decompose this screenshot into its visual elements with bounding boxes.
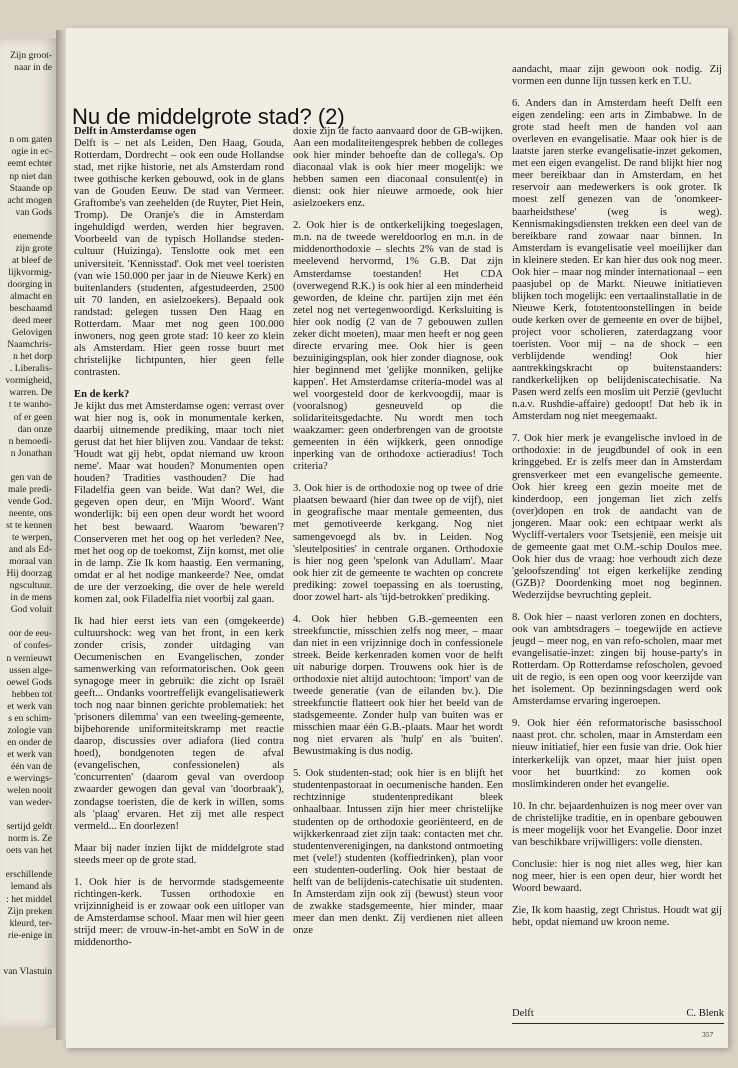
facing-page-line: n het dorp bbox=[13, 351, 52, 363]
facing-page-line: van Gods bbox=[15, 206, 52, 218]
article-title: Nu de middelgrote stad? (2) bbox=[72, 104, 345, 129]
facing-page-line: and als Ed- bbox=[8, 544, 52, 556]
facing-page-line: naar in de bbox=[14, 62, 52, 74]
facing-page-line: et werk van bbox=[7, 700, 52, 712]
paragraph: Zie, Ik kom haastig, zegt Christus. Houdt wat gij hebt, opdat niemand uw kroon neme. bbox=[512, 905, 722, 929]
facing-page-line: of er geen bbox=[13, 411, 52, 423]
facing-page-line: deed meer bbox=[12, 315, 52, 327]
facing-page-line: np niet dan bbox=[9, 170, 52, 182]
facing-page-line: eemt echter bbox=[7, 158, 52, 170]
facing-page-line: dan onze bbox=[17, 423, 52, 435]
paragraph: Delft is – net als Leiden, Den Haag, Gouda, Rotterdam, Dordrecht – ook een oude Hollandse stad, met rijke historie, net als Amsterdam rond twee gothische kerken gebouwd, ook in de glans van de Gouden Eeuw. De stad van Vermeer. Graftombe's van zeehelden (de Ruyter, Piet Hein, Tromp). De Oranje's die in Amsterdam ingehuldigd werden, werden hier begraven. Voorbeeld van de typisch Hollandse steden-cultuur (Huizinga). Tenslotte ook met een universiteit. 'Kennisstad'. Ook met veel toeristen (van wie 150.000 per jaar in de Nieuwe Kerk) en buitenlanders (studenten, afgestudeerden, 2500 uit 70 landen, en asielzoekers). Bepaald ook randstad: gelegen tussen Den Haag en Rotterdam. Maar met nog geen 100.000 inwoners, nog geen grote stad: 10 keer zo klein als Amsterdam. Hier geen rosse buurt met christelijke lichtpunten, hier geen felle contrasten. bbox=[74, 138, 284, 378]
facing-page-line: rie-enige in bbox=[8, 929, 52, 941]
paragraph: 6. Anders dan in Amsterdam heeft Delft een eigen zendeling: een arts in Zimbabwe. In de grote stad heeft men de handen vol aan overleven en evangelisatie. Maar ook hier is de laatste jaren sterke evangelisatie-inzet gekomen, met een eigen evangelist. De rand blijkt hier nog meer bereikbaar dan in Amsterdam, en het reservoir aan medewerkers is ook groter. Ik moest zelf genezen van de 'onomkeer-baarheidsthese' (weg is weg). Kennismakingsdiensten trekken een deel van de bereikbare rand zowaar naar binnen. In Amsterdam is evangelisatie veel moeilijker dan in kleinere steden. Er kan hier dus ook nog meer. Ook hier – maar nog minder internationaal – een paasjubel op de Markt. Nieuwe initiatieven blijken toch mogelijk: een vertaalinstallatie in de Nieuwe Kerk, fototentoonstellingen in beide oude kerken over de gemeente en over de bijbel, project voor scholieren, zaterdagzang voor toeristen. Voor mij – na de shock – een verblijdende wending! Ook hier aantrekkingskracht op buitenstaanders: randkerkelijken op belijdeniscatechisatie. Na Pasen werd zelfs een moslim uit Perzië (gevlucht n.a.v. Rushdie-affaire) gedoopt! Dat heb ik in Amsterdam nog niet meegemaakt. bbox=[512, 98, 722, 423]
facing-page-line: beschaamd bbox=[9, 303, 52, 315]
facing-page-line: st te kennen bbox=[6, 519, 52, 531]
facing-page-line: et werk van bbox=[7, 748, 52, 760]
facing-page-line: in de mens bbox=[10, 592, 52, 604]
facing-page-line: male predi- bbox=[8, 483, 52, 495]
facing-page-line: Naamchris- bbox=[7, 339, 52, 351]
facing-page-line: kleurd, ter- bbox=[9, 917, 52, 929]
facing-page-line: ngscultuur. bbox=[9, 580, 52, 592]
paragraph: Ik had hier eerst iets van een (omgekeerde) cultuurshock: weg van het front, in een kerk zonder crisis, zonder uitdaging van Oecumenischen en Evangelischen, zonder samenwerking van reformatorischen. Ook geen synagoge meer in gebruik: die zicht op Israël geeft... Ondanks voortreffelijk evangelisatiewerk toch nog naar binnen gerichte problematiek: het 'prisoners dilemma' van een tweeling-gemeente, bijbehorende uniformiteitskramp met reactie daarop, discussies over adiafora (lied contra hoed), bondgenoten tegen de afval (evangelischen, confessionelen) als 'concurrenten' (daarom geval van overdoop zwaarder gewogen dan geval van 'doorbraak'), zondagse toeristen, die de kerk in willen, soms als 'plaag' ervaren. Het zij met alle respect vermeld... En doorlezen! bbox=[74, 615, 284, 832]
paragraph: 8. Ook hier – naast verloren zonen en dochters, ook van ambtsdragers – toegewijde en actieve jeugd – meer nog, en van refo-scholen, maar met evangelisatie-inzet: zingen bij house-party's in Rotterdam. Op Rotterdamse refoscholen, gevoed uit de regio, is een open oog voor keerzijde van het isolement. Op bezinningsdagen werd ook Amsterdamse ervaring ingeroepen. bbox=[512, 612, 722, 708]
facing-page-line: oewel Gods bbox=[6, 676, 52, 688]
facing-page-line: s en schim- bbox=[8, 712, 52, 724]
facing-page-line: sertijd geldt bbox=[6, 821, 52, 833]
facing-page-line: vormigheid, bbox=[5, 375, 52, 387]
article-subtitle: Delft in Amsterdamse ogen bbox=[74, 126, 197, 137]
paragraph: 2. Ook hier is de ontkerkelijking toegeslagen, m.n. na de tweede wereldoorlog en m.n. in de middenorthodoxie – slechts 2% van de stad is meelevend hervormd, 1% G.B. Dat zijn Amsterdamse toestanden! Het CDA (overwegend R.K.) is ook hier al een minderheid geworden, de kleine chr. partijen zijn met één zetel nog net vertegenwoordigd. Kerksluiting is hier ook nodig (2 van de 7 gebouwen zullen zeker dicht moeten), maar men heeft er nog geen directe ervaring mee. Ook hier is geen bezuinigingsplan, ook hier zonder diagnose, ook hier beginnend met 'gelijke monniken, gelijke kappen'. Het Amsterdamse criteria-model was al wel voorgesteld door de kerkvoogdij, maar is (vooralsnog) gesneuveld op die solidariteitsgedachte. Nu wordt men toch waakzamer: geen onderbrengen van de grootste gemeenten in één wijkkerk, geen onnodige inperking van de orthodoxe actieradius! Toch criteria? bbox=[293, 220, 503, 473]
facing-page-line: zologie van bbox=[7, 724, 52, 736]
signature-place: Delft bbox=[512, 1008, 534, 1019]
section-heading: En de kerk? bbox=[74, 388, 130, 400]
paragraph: 9. Ook hier één reformatorische basisschool naast prot. chr. scholen, maar in Amsterdam een nieuw initiatief, hier een fusie van drie. Ook hier interkerkelijk van opzet, maar hier juist open voor het buurtkind: zo komen ook moslimkinderen onder het evangelie. bbox=[512, 718, 722, 790]
facing-page-line: en onder de bbox=[7, 736, 52, 748]
facing-page-line: : het middel bbox=[6, 893, 52, 905]
facing-page-line: . Liberalis- bbox=[9, 363, 52, 375]
facing-page-line: ussen alge- bbox=[9, 664, 52, 676]
paragraph: 4. Ook hier hebben G.B.-gemeenten een streekfunctie, misschien zelfs nog meer, – maar dan niet in een vrijzinnige doch in confessionele streek. Beide kerkenraden komen voor de helft uit naburige dorpen. Trouwens ook hier is de orthodoxie niet altijd autochtoon: 'import' van de tweede generatie (van de eilanden bv.). Die streekfunctie flatteert ook hier het beeld van de stadsgemeente. Zonder hulp van buiten was er misschien maar één G.B.-plaats. Maar het wordt nog niet ervaren als 'hulp' en als 'buiten'. Bewustmaking is dus nodig. bbox=[293, 613, 503, 758]
facing-page-line: oets van het bbox=[6, 845, 52, 857]
facing-page-line: hebben tot bbox=[11, 688, 52, 700]
paragraph: aandacht, maar zijn gewoon ook nodig. Zij vormen een dunne lijn tussen kerk en T.U. bbox=[512, 64, 722, 88]
page-number: 357 bbox=[702, 1030, 714, 1039]
facing-page-line: n om gaten bbox=[9, 134, 52, 146]
facing-page-line: n vernieuwt bbox=[6, 652, 52, 664]
paragraph: 3. Ook hier is de orthodoxie nog op twee of drie plaatsen bewaard (hier dan twee op de vijf), niet in geografische maar mentale gemeenten, dus met gemotiveerde kerkgang. Nog niet samengevoegd als bv. in Leiden. Nog 'sleutelposities' in centrale organen. Orthodoxie is hier nog geen 'spelonk van Adullam'. Maar ook hier zit de gemeente te wachten op concrete prediking: zowel toepassing en als toerusting, door zowel hart- als 'tijd-betrokken' prediking. bbox=[293, 483, 503, 603]
facing-page-line: of confes- bbox=[13, 640, 52, 652]
facing-page-line: lemand als bbox=[10, 881, 52, 893]
paragraph: Conclusie: hier is nog niet alles weg, hier kan nog meer, hier is een open deur, hier wordt het Woord bewaard. bbox=[512, 858, 722, 894]
paragraph: doxie zijn de facto aanvaard door de GB-wijken. Aan een modaliteitengesprek hebben de colleges ook hier minder behoefte dan de collega's. Op diaconaal vlak is ook hier meer mogelijk: we hebben samen een diaconaal consulent(e) in dienst: ook hier nieuwe armoede, ook hier asielzoekers enz. bbox=[293, 126, 503, 210]
facing-page-line: moraal van bbox=[9, 556, 52, 568]
facing-page-line: oor de eeu- bbox=[8, 628, 52, 640]
facing-page-line: warren. De bbox=[9, 387, 52, 399]
facing-page-line: vende God. bbox=[7, 495, 52, 507]
facing-page-line: van weder- bbox=[9, 797, 52, 809]
paragraph: 5. Ook studenten-stad; ook hier is en blijft het studentenpastoraat in oecumenische handen. Een rechtzinnige studentenpredikant bleek onhaalbaar. Intussen zijn hier meer christelijke studenten op de orthodoxie georiënteerd, en de wijkkerkenraad ziet zijn taak: contacten met chr. studentenverenigingen, na dankstond ontmoeting met (vele!) studenten (koffiedrinken), plan voor een studenten-ouderling. Ook hier bestaat de helft van de belijdenis-catechisatie uit studenten. In Amsterdam zijn ook zij (bewust) steun voor de zwakke stadsgemeente, hier minder, maar meer dan men denkt. Zij verdienen niet alleen onze bbox=[293, 768, 503, 936]
facing-page-line: n Jonathan bbox=[10, 447, 52, 459]
paragraph: Maar bij nader inzien lijkt de middelgrote stad steeds meer op de grote stad. bbox=[74, 842, 284, 866]
facing-page-line: zijn grote bbox=[15, 242, 52, 254]
column-2 bbox=[293, 126, 503, 947]
facing-page-line: te werpen, bbox=[12, 532, 52, 543]
facing-page-line: norm is. Ze bbox=[8, 833, 52, 845]
facing-page-line: Hij doorzag bbox=[6, 568, 52, 580]
book-gutter bbox=[56, 30, 66, 1040]
facing-page-line: acht mogen bbox=[7, 194, 52, 206]
facing-page-line: Staande op bbox=[9, 182, 52, 194]
facing-page-line: God voluit bbox=[10, 604, 52, 616]
author-signature bbox=[512, 1008, 724, 1024]
facing-page-line: Zijn groot- bbox=[10, 50, 52, 61]
facing-page-line: enemende bbox=[13, 230, 52, 242]
facing-page-line: almacht en bbox=[10, 291, 52, 302]
facing-page-line: doorging in bbox=[7, 278, 52, 290]
facing-page-line: één van de bbox=[10, 760, 52, 772]
facing-page-line: ogie in ec- bbox=[11, 146, 52, 158]
facing-page-line: e wervings- bbox=[6, 773, 52, 784]
magazine-page bbox=[66, 28, 728, 1048]
facing-page-line: welen nooit bbox=[6, 785, 52, 797]
facing-page-line: gen van de bbox=[10, 471, 52, 483]
paragraph: Je kijkt dus met Amsterdamse ogen: verrast over wat hier nog is, ook in monumentale kerken, daarbij uitnemende prediking, maar toch niet gerust dat het hier blijven zou. Vandaar de tekst: 'Houdt wat gij hebt, opdat niemand uw kroon neme'. Maar wat houden? Monumenten open houden? Tradities vasthouden? Die had Filadelfia geen van beide. Wat dan? Wel, die gegeven open deur, en 'Mijn Woord'. Want wonderlijk: bij een open deur wordt het woord het best bewaard. Waarom 'bewaren'? Conserveren met het oog op het verleden? Nee, met het oog op de toekomst, Zijn komst, met olie in de lamp. Zie Ik kom haastig. Een vermaning, omdat er al het nodige mankeerde? Nee, omdat de ure der verzoeking, die over de hele wereld komen zal, ook Filadelfia niet voorbij zal gaan. bbox=[74, 401, 284, 605]
column-1 bbox=[74, 126, 284, 959]
paragraph: 7. Ook hier merk je evangelische invloed in de orthodoxie: in de jeugdbundel of ook in een kringgebed. Er is zelfs meer dan in Amsterdam grensverkeer met een evangelische gemeente. Ook hier kreeg een gezin moeite met de kinderdoop, een jongeman liet zich zelfs (over)dopen en trok de aandacht van de jongeren. Maar ook: een echtpaar werkt als Wycliff-vertalers voor Tsetsjenië, een meisje uit de gemeente gaat met O.M.-schip Doulos mee. Ook hier dus de vraag: hoe verhoudt zich deze 'geloofszending' tot eigen kerkelijke zending (GZB)? Doordenking moet nog beginnen. Wederzijdse bevruchting gepleit. bbox=[512, 433, 722, 601]
facing-page-line: van Vlastuin bbox=[3, 965, 52, 977]
paragraph: 1. Ook hier is de hervormde stadsgemeente richtingen-kerk. Tussen orthodoxie en vrijzinnigheid is er zowaar ook een uitloper van de Amsterdamse school. Maar men wil hier geen strijd meer: de vrouw-in-het-ambt en SoW in de middenortho- bbox=[74, 876, 284, 948]
facing-page-line: t te wanho- bbox=[8, 399, 52, 411]
paragraph: 10. In chr. bejaardenhuizen is nog meer over van de christelijke traditie, en in openbare gebouwen is meer mogelijk voor het Evangelie. Door inzet van beschikbare vrijwilligers: volle diensten. bbox=[512, 800, 722, 848]
facing-page-line: neente, ons bbox=[8, 507, 52, 519]
signature-author: C. Blenk bbox=[686, 1008, 724, 1019]
facing-page-line: Gelovigen bbox=[12, 327, 52, 339]
facing-page-line: at bleef de bbox=[12, 254, 52, 266]
facing-page-line: erschillende bbox=[5, 869, 52, 881]
facing-page-line: Zijn preken bbox=[7, 905, 52, 917]
column-3 bbox=[512, 64, 722, 939]
facing-page-line: lijkvormig- bbox=[8, 266, 52, 278]
facing-page-edge bbox=[0, 38, 56, 1028]
facing-page-line: n bemoedi- bbox=[8, 435, 52, 447]
